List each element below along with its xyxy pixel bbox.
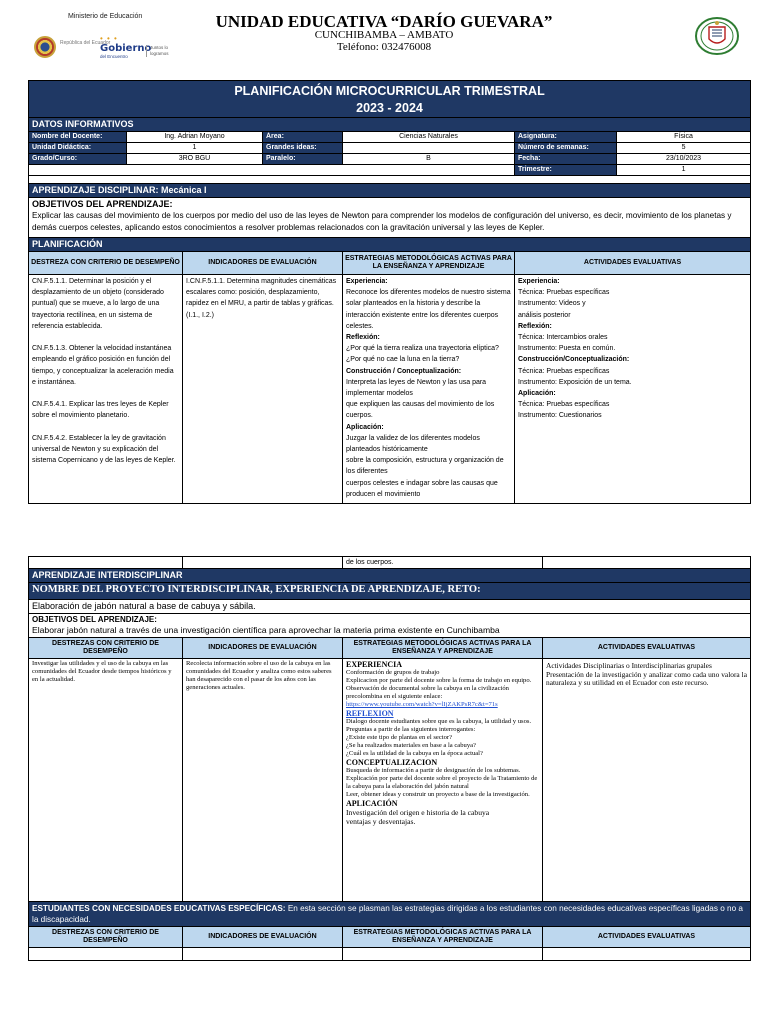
estrategias2-cell	[343, 659, 543, 902]
gobierno-logo: Gobierno	[100, 43, 152, 54]
area-value: Ciencias Naturales	[343, 132, 515, 143]
continued-cell	[543, 557, 751, 569]
paralelo-label: Paralelo:	[263, 154, 343, 165]
plan-year: 2023 - 2024	[356, 101, 423, 115]
actividad-heading: Experiencia:	[518, 278, 560, 285]
continued-cell	[29, 557, 183, 569]
col-estrategias2-header: ESTRATEGIAS METODOLÓGICAS ACTIVAS PARA LA ENSEÑANZA Y APRENDIZAJE	[343, 638, 543, 659]
nee-col-indicadores-header: INDICADORES DE EVALUACIÓN	[183, 927, 343, 948]
est-concept-heading: CONCEPTUALIZACION	[346, 758, 438, 767]
nee-empty-cell	[183, 948, 343, 961]
asignatura-label: Asignatura:	[515, 132, 617, 143]
proyecto-title: NOMBRE DEL PROYECTO INTERDISCIPLINAR, EXPERIENCIA DE APRENDIZAJE, RETO:	[29, 583, 751, 600]
aprendizaje-disciplinar-header: APRENDIZAJE DISCIPLINAR: Mecánica I	[29, 184, 751, 198]
fecha-value: 23/10/2023	[617, 154, 751, 165]
est-experiencia-heading: EXPERIENCIA	[346, 660, 403, 669]
datos-informativos-header: DATOS INFORMATIVOS	[29, 118, 751, 132]
spacer-row	[29, 176, 751, 184]
area-label: Área:	[263, 132, 343, 143]
estrategia-heading: Aplicación:	[346, 423, 384, 431]
juntos-logo: Juntos lo logramos	[146, 45, 184, 57]
indicadores-cell: I.CN.F.5.1.1. Determina magnitudes cinemáticas escalares como: posición, desplazamiento, rapidez en el MRU, a partir de tablas y gráficas. (I.1., I.2.)	[183, 275, 343, 504]
paralelo-value: B	[343, 154, 515, 165]
est-aplic-heading: APLICACIÓN	[346, 799, 398, 808]
estrategia-text: Reconoce los diferentes modelos de nuestro sistema solar planteados en la historia y describe la interacción existente entre los diferentes cuerpos celestes.	[346, 289, 511, 330]
est-reflexion-text: Dialogo docente estudiantes sobre que es la cabuya, la utilidad y usos. Preguntas a partir de las siguientes interrogantes: ¿Existe este tipo de plantas en el sector? ¿Se ha realizados materiales en base a la cabuya? ¿Cuál es la utilidad de la cabuya en la época actual?	[346, 718, 532, 757]
nee-cell	[29, 902, 751, 927]
actividad-text: Técnica: Intercambios orales Instrumento: Puesta en común.	[518, 334, 616, 353]
unidad-value: 1	[127, 143, 263, 154]
nee-col-destrezas-header: DESTREZAS CON CRITERIO DE DESEMPEÑO	[29, 927, 183, 948]
interdisciplinar-header: APRENDIZAJE INTERDISCIPLINAR	[29, 569, 751, 583]
school-emblem-icon	[694, 16, 740, 56]
grandes-ideas-value	[343, 143, 515, 154]
continued-cell	[183, 557, 343, 569]
actividad-heading: Construcción/Conceptualización:	[518, 356, 630, 364]
objetivos2-cell	[29, 614, 751, 638]
ministry-label: Ministerio de Educación	[68, 13, 143, 20]
objetivos2-text: Elaborar jabón natural a través de una investigación científica para aprovechar la materia prima existente en Cunchibamba	[32, 625, 500, 635]
est-reflexion-heading: REFLEXION	[346, 709, 394, 718]
document-header	[0, 0, 768, 72]
planificacion-header: PLANIFICACIÓN	[29, 238, 751, 252]
grandes-ideas-label: Grandes ideas:	[263, 143, 343, 154]
nee-label: ESTUDIANTES CON NECESIDADES EDUCATIVAS ESPECÍFICAS:	[32, 904, 286, 913]
objetivos-text: Explicar las causas del movimiento de los cuerpos por medio del uso de las leyes de Newton para comprender los modelos de configuración del universo, es decir, movimiento de los planetas y demás cuerpos celestes, aplicando estos conocimientos a resolver problemas relacionados con la gravitación universal y las leyes de Kepler.	[32, 211, 732, 232]
plan-title: PLANIFICACIÓN MICROCURRICULAR TRIMESTRAL	[234, 84, 545, 98]
col-estrategias-header: ESTRATEGIAS METODOLÓGICAS ACTIVAS PARA LA ENSEÑANZA Y APRENDIZAJE	[343, 252, 515, 275]
est-experiencia-text: Conformación de grupos de trabajo Explicacion por parte del docente sobre la forma de trabajo en equipo. Observación de documental sobre la cabuya en la civilización precolombina en el siguiente enlace:	[346, 669, 532, 700]
col-indicadores-header: INDICADORES DE EVALUACIÓN	[183, 252, 343, 275]
col-actividades-header: ACTIVIDADES EVALUATIVAS	[515, 252, 751, 275]
col-actividades2-header: ACTIVIDADES EVALUATIVAS	[543, 638, 751, 659]
docente-label: Nombre del Docente:	[29, 132, 127, 143]
grado-value: 3RO BGU	[127, 154, 263, 165]
col-destrezas2-header: DESTREZAS CON CRITERIO DE DESEMPEÑO	[29, 638, 183, 659]
estrategia-text: Interpreta las leyes de Newton y las usa para implementar modelos que expliquen las causas del movimiento de los cuerpos.	[346, 378, 495, 420]
objetivos-cell	[29, 198, 751, 238]
unidad-label: Unidad Didáctica:	[29, 143, 127, 154]
actividades-cell	[515, 275, 751, 504]
actividad-text: Técnica: Pruebas específicas Instrumento: Cuestionarios	[518, 401, 610, 420]
estrategia-text: Juzgar la validez de los diferentes modelos planteados históricamente sobre la composición, estructura y organización de los diferentes cuerpos celestes e indagar sobre las causas que producen el movimiento	[346, 434, 504, 498]
info-row	[29, 154, 751, 165]
school-name: UNIDAD EDUCATIVA “DARÍO GUEVARA”	[215, 12, 553, 31]
nee-empty-cell	[343, 948, 543, 961]
trimestre-label: Trimestre:	[515, 165, 617, 176]
gobierno-dots-icon: • • •	[100, 34, 118, 43]
destrezas2-cell: Investigar las utilidades y el uso de la cabuya en las comunidades del Ecuador desde tiempos históricos y en la actualidad.	[29, 659, 183, 902]
blank-cell	[29, 165, 515, 176]
nee-empty-cell	[543, 948, 751, 961]
info-row	[29, 143, 751, 154]
nee-col-actividades-header: ACTIVIDADES EVALUATIVAS	[543, 927, 751, 948]
estrategia-text: ¿Por qué la tierra realiza una trayectoria elíptica? ¿Por qué no cae la luna en la tierra?	[346, 345, 499, 364]
info-row	[29, 165, 751, 176]
estrategia-heading: Reflexión:	[346, 334, 380, 342]
planning-table	[28, 80, 751, 504]
estrategias-cell	[343, 275, 515, 504]
est-aplic-text: Investigación del origen e historia de la cabuya ventajas y desventajas.	[346, 808, 490, 826]
gobierno-sub: del Encuentro	[100, 54, 128, 59]
actividad-heading: Reflexión:	[518, 322, 552, 330]
estrategia-heading: Construcción / Conceptualización:	[346, 367, 462, 375]
actividad-text: Técnica: Pruebas específicas Instrumento: Exposición de un tema.	[518, 367, 632, 386]
actividades2-cell: Actividades Disciplinarias o Interdisciplinarias grupales Presentación de la investigación y analizar como cada uno valora la naturaleza y su utilidad en el Ecuador con este recurso.	[543, 659, 751, 902]
ecuador-logo-text: República del Ecuador	[60, 40, 111, 46]
continued-estrategias: de los cuerpos.	[343, 557, 543, 569]
plan-title-cell	[29, 81, 751, 118]
nee-text: En esta sección se plasman las estrategias dirigidas a los estudiantes con necesidades educativas específicas ligadas o no a la discapacidad.	[32, 904, 743, 924]
est-concept-text: Busqueda de información a partir de designación de los subtemas. Explicación por parte del docente sobre el proyecto de la Tratamiento de la cabuya para la elaboración del jabón natural Leer, obtener ideas y construir un proyecto a base de la investigación.	[346, 767, 538, 798]
video-link[interactable]: https://www.youtube.com/watch?v=lIjZAKPsR7c&t=71s	[346, 701, 498, 708]
nee-col-estrategias-header: ESTRATEGIAS METODOLÓGICAS ACTIVAS PARA LA ENSEÑANZA Y APRENDIZAJE	[343, 927, 543, 948]
grado-label: Grado/Curso:	[29, 154, 127, 165]
semanas-value: 5	[617, 143, 751, 154]
trimestre-value: 1	[617, 165, 751, 176]
estrategia-heading: Experiencia:	[346, 278, 388, 285]
fecha-label: Fecha:	[515, 154, 617, 165]
interdisciplinar-table	[28, 556, 751, 961]
col-indicadores2-header: INDICADORES DE EVALUACIÓN	[183, 638, 343, 659]
indicadores2-cell: Recolecta información sobre el uso de la cabuya en las comunidades del Ecuador y analiza como estos saberes han desaparecido con el pasar de los años con las generaciones actuales.	[183, 659, 343, 902]
col-destreza-header: DESTREZA CON CRITERIO DE DESEMPEÑO	[29, 252, 183, 275]
info-row	[29, 132, 751, 143]
proyecto-text: Elaboración de jabón natural a base de cabuya y sábila.	[29, 600, 751, 614]
school-phone: Teléfono: 032476008	[336, 41, 432, 53]
destrezas-cell: CN.F.5.1.1. Determinar la posición y el desplazamiento de un objeto (considerado puntual) que se mueve, a lo largo de una trayectoria rectilínea, en un sistema de referencia establecida. CN.F.5.1.3. Obtener la velocidad instantánea empleando el gráfico posición en función del tiempo, y conceptualizar la aceleración media e instantánea. CN.F.5.4.1. Explicar las tres leyes de Kepler sobre el movimiento planetario. CN.F.5.4.2. Establecer la ley de gravitación universal de Newton y su explicación del sistema Copernicano y de las leyes de Kepler.	[29, 275, 183, 504]
actividad-text: Técnica: Pruebas específicas Instrumento: Videos y análisis posterior	[518, 289, 610, 319]
semanas-label: Número de semanas:	[515, 143, 617, 154]
objetivos2-label: OBJETIVOS DEL APRENDIZAJE:	[32, 615, 157, 624]
school-city: CUNCHIBAMBA – AMBATO	[314, 29, 454, 41]
asignatura-value: Física	[617, 132, 751, 143]
nee-empty-cell	[29, 948, 183, 961]
objetivos-label: OBJETIVOS DEL APRENDIZAJE:	[32, 199, 173, 209]
docente-value: Ing. Adrian Moyano	[127, 132, 263, 143]
actividad-heading: Aplicación:	[518, 390, 556, 398]
